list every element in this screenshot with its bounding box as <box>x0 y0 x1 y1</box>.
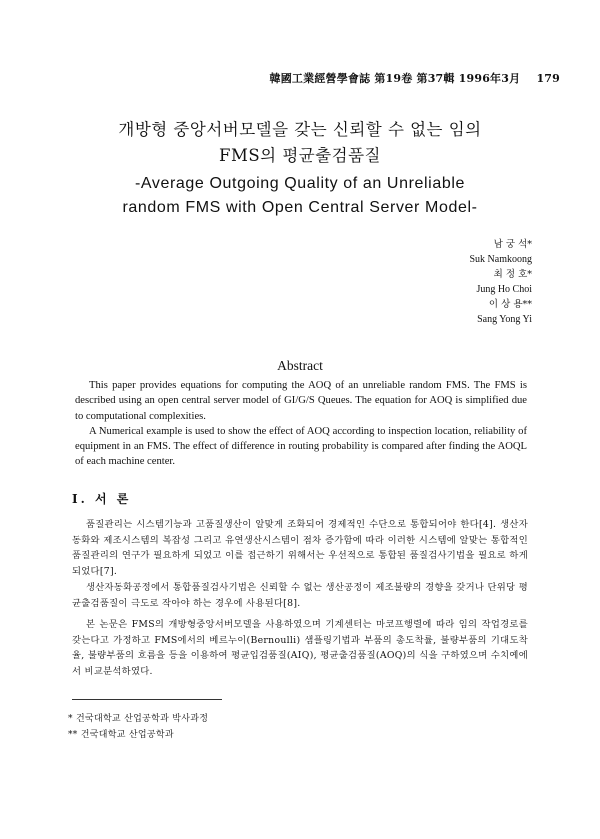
footnote-1: * 건국대학교 산업공학과 박사과정 <box>68 714 209 724</box>
abstract-paragraph-1: This paper provides equations for computing the AOQ of an unreliable random FMS. The FMS is described using an open central server model of GI/G/S Queues. The equation for AOQ is simplified due to computational complexities. <box>75 380 527 422</box>
author-2-en: Jung Ho Choi <box>476 284 532 295</box>
title-korean-line1: 개방형 중앙서버모델을 갖는 신뢰할 수 없는 임의 <box>118 120 482 139</box>
intro-paragraph-1: 품질관리는 시스템기능과 고품질생산이 알맞게 조화되어 경제적인 수단으로 통합되어야 한다[4]. 생산자동화와 제조시스템의 복잡성 그리고 유연생산시스템이 점차 증가함에 따라 이러한 시스템에 알맞는 통합적인 품질관리의 연구가 필요하게 되었고 이를 접근하기 위해서는 우선적으로 통합된 품질검사기법을 필요로 하게 되었다[7]. <box>72 519 528 578</box>
section-heading-intro: Ⅰ. 서 론 <box>72 492 132 506</box>
author-block <box>470 237 533 327</box>
author-3-en: Sang Yong Yi <box>477 314 532 325</box>
footnote-divider <box>72 699 222 700</box>
author-1-en: Suk Namkoong <box>469 254 532 265</box>
intro-block-2 <box>72 617 528 680</box>
author-1-kr: 남 궁 석* <box>493 239 532 250</box>
abstract-paragraph-2: A Numerical example is used to show the effect of AOQ according to inspection location, reliability of equipment in an FMS. The effect of difference in routing probability is compared after finding the AOQL of each machine center. <box>75 425 527 468</box>
journal-name: 韓國工業經營學會誌 第19卷 第37輯 1996年3月 <box>269 72 521 85</box>
author-2-kr: 최 정 호* <box>493 269 532 280</box>
intro-block-1 <box>72 517 528 611</box>
journal-header <box>230 70 560 86</box>
title-korean-line2: FMS의 평균출검품질 <box>219 146 381 165</box>
intro-paragraph-2: 생산자동화공정에서 통합품질검사기법은 신뢰할 수 없는 생산공정이 제조불량의 경향을 갖거나 단위당 평균출검품질이 극도로 작아야 하는 경우에 사용된다[8]. <box>72 581 528 609</box>
title-english-line1: -Average Outgoing Quality of an Unreliable <box>135 175 465 192</box>
page-number: 179 <box>536 72 560 85</box>
abstract-body <box>75 378 527 470</box>
intro-paragraph-3: 본 논문은 FMS의 개방형중앙서버모델을 사용하였으며 기계센터는 마코프행렬에 따라 임의 작업경로를 갖는다고 가정하고 FMS에서의 베르누이(Bernoulli) 샘플링기법과 부품의 총도착률, 불량부품의 기대도착율, 불량부품의 흐름을 등을 이용하여 평균입검품질(AIQ), 평균출검품질(AOQ)의 식을 구하였으며 수치예에서 비교분석하였다. <box>72 619 528 678</box>
title-english-line2: random FMS with Open Central Server Model- <box>122 199 478 216</box>
abstract-heading: Abstract <box>277 358 323 373</box>
author-3-kr: 이 상 용** <box>488 299 532 310</box>
footnote-2: ** 건국대학교 산업공학과 <box>68 730 174 740</box>
